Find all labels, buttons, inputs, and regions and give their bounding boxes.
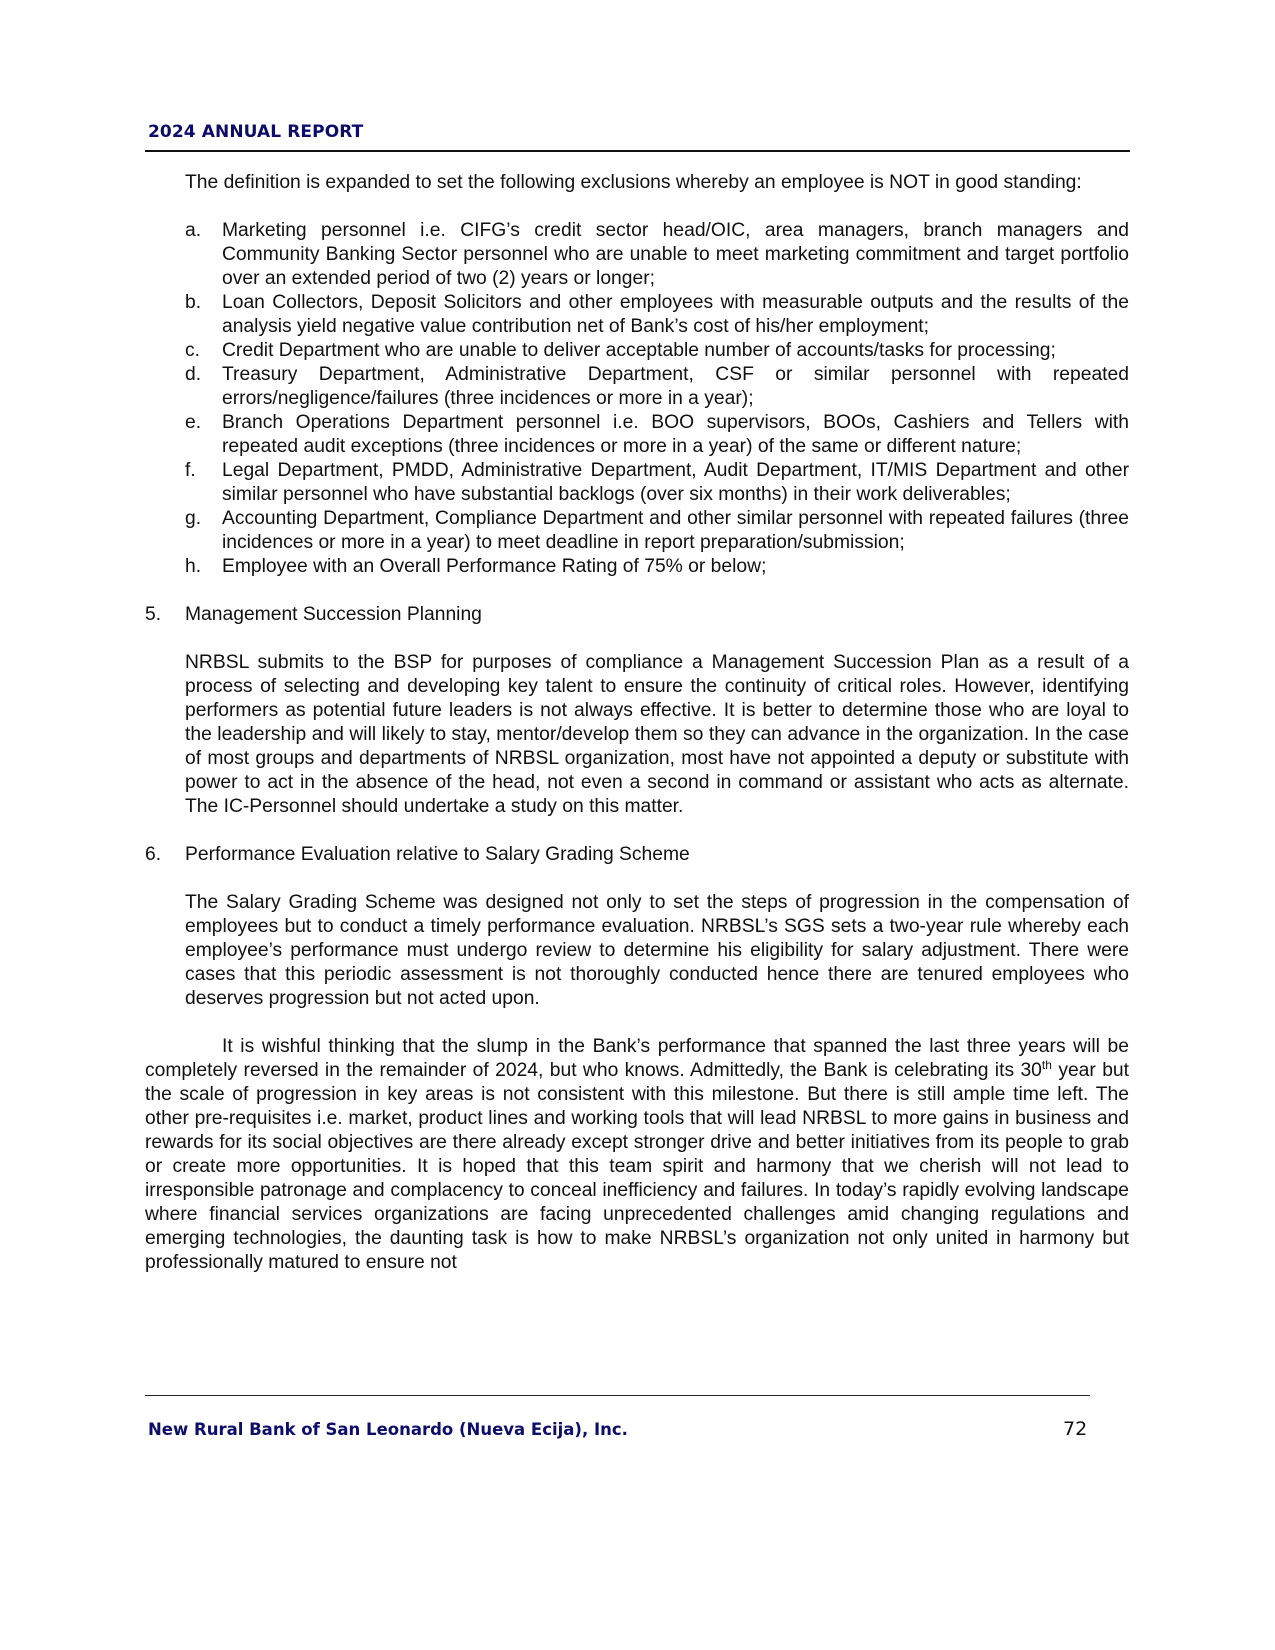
section-title: Management Succession Planning — [185, 604, 482, 625]
list-item-text: Treasury Department, Administrative Department, CSF or similar personnel with repeated errors/negligence/failures (three incidences or more in a year); — [222, 364, 1129, 409]
list-item — [145, 363, 1129, 411]
report-header-title: 2024 ANNUAL REPORT — [148, 122, 364, 142]
list-item-label: c. — [185, 340, 200, 361]
section-body-performance: The Salary Grading Scheme was designed not only to set the steps of progression in the compensation of employees but to conduct a timely performance evaluation. NRBSL’s SGS sets a two-year rule whereby each employee’s performance must undergo review to determine his eligibility for salary adjustment. There were cases that this periodic assessment is not thoroughly conducted hence there are tenured employees who deserves progression but not acted upon. — [185, 892, 1129, 1009]
page-number: 72 — [1063, 1418, 1088, 1440]
section-heading-succession — [145, 603, 1129, 627]
footer-organization: New Rural Bank of San Leonardo (Nueva Ecija), Inc. — [148, 1420, 628, 1439]
header-divider — [145, 150, 1130, 152]
list-item-label: a. — [185, 220, 202, 241]
list-item — [145, 291, 1129, 339]
list-item-label: d. — [185, 364, 202, 385]
exclusions-list — [145, 219, 1129, 579]
footer-divider — [145, 1395, 1090, 1396]
list-item — [145, 411, 1129, 459]
list-item — [145, 555, 1129, 579]
section-number: 6. — [145, 844, 162, 865]
list-item-text: Loan Collectors, Deposit Solicitors and other employees with measurable outputs and the results of the analysis yield negative value contribution net of Bank’s cost of his/her employment; — [222, 292, 1129, 337]
closing-paragraph: It is wishful thinking that the slump in the Bank’s performance that spanned the last three years will be completely reversed in the remainder of 2024, but who knows. Admittedly, the Bank is celebrating its 30th year but the scale of progression in key areas is not consistent with this milestone. But there is still ample time left. The other pre-requisites i.e. market, product lines and working tools that will lead NRBSL to more gains in business and rewards for its social objectives are there already except stronger drive and better initiatives from its people to grab or create more opportunities. It is hoped that this team spirit and harmony that we cherish will not lead to irresponsible patronage and complacency to conceal inefficiency and failures. In today’s rapidly evolving landscape where financial services organizations are facing unprecedented challenges amid changing regulations and emerging technologies, the daunting task is how to make NRBSL’s organization not only united in harmony but professionally matured to ensure not — [145, 1036, 1129, 1273]
list-item-label: e. — [185, 412, 202, 433]
list-item — [145, 507, 1129, 555]
section-body-succession: NRBSL submits to the BSP for purposes of compliance a Management Succession Plan as a result of a process of selecting and developing key talent to ensure the continuity of critical roles. However, identifying performers as potential future leaders is not always effective. It is better to determine those who are loyal to the leadership and will likely to stay, mentor/develop them so they can advance in the organization. In the case of most groups and departments of NRBSL organization, most have not appointed a deputy or substitute with power to act in the absence of the head, not even a second in command or assistant who acts as alternate. The IC-Personnel should undertake a study on this matter. — [185, 652, 1129, 817]
list-item-text: Accounting Department, Compliance Department and other similar personnel with repeated failures (three incidences or more in a year) to meet deadline in report preparation/submission; — [222, 508, 1129, 553]
section-title: Performance Evaluation relative to Salary Grading Scheme — [185, 844, 690, 865]
ordinal-superscript: th — [1041, 1058, 1052, 1072]
list-item-text: Marketing personnel i.e. CIFG’s credit sector head/OIC, area managers, branch managers and Community Banking Sector personnel who are unable to meet marketing commitment and target portfolio over an extended period of two (2) years or longer; — [222, 220, 1129, 289]
list-item-text: Credit Department who are unable to deliver acceptable number of accounts/tasks for processing; — [222, 340, 1056, 361]
page-body — [145, 171, 1129, 1275]
exclusions-intro: The definition is expanded to set the following exclusions whereby an employee is NOT in good standing: — [185, 172, 1082, 193]
list-item-label: b. — [185, 292, 202, 313]
list-item-text: Legal Department, PMDD, Administrative Department, Audit Department, IT/MIS Department and other similar personnel who have substantial backlogs (over six months) in their work deliverables; — [222, 460, 1129, 505]
list-item — [145, 459, 1129, 507]
list-item-label: g. — [185, 508, 202, 529]
list-item — [145, 339, 1129, 363]
list-item-text: Branch Operations Department personnel i.e. BOO supervisors, BOOs, Cashiers and Tellers with repeated audit exceptions (three incidences or more in a year) of the same or different nature; — [222, 412, 1129, 457]
section-heading-performance — [145, 843, 1129, 867]
section-number: 5. — [145, 604, 162, 625]
list-item — [145, 219, 1129, 291]
list-item-label: f. — [185, 460, 196, 481]
list-item-text: Employee with an Overall Performance Rating of 75% or below; — [222, 556, 767, 577]
list-item-label: h. — [185, 556, 202, 577]
